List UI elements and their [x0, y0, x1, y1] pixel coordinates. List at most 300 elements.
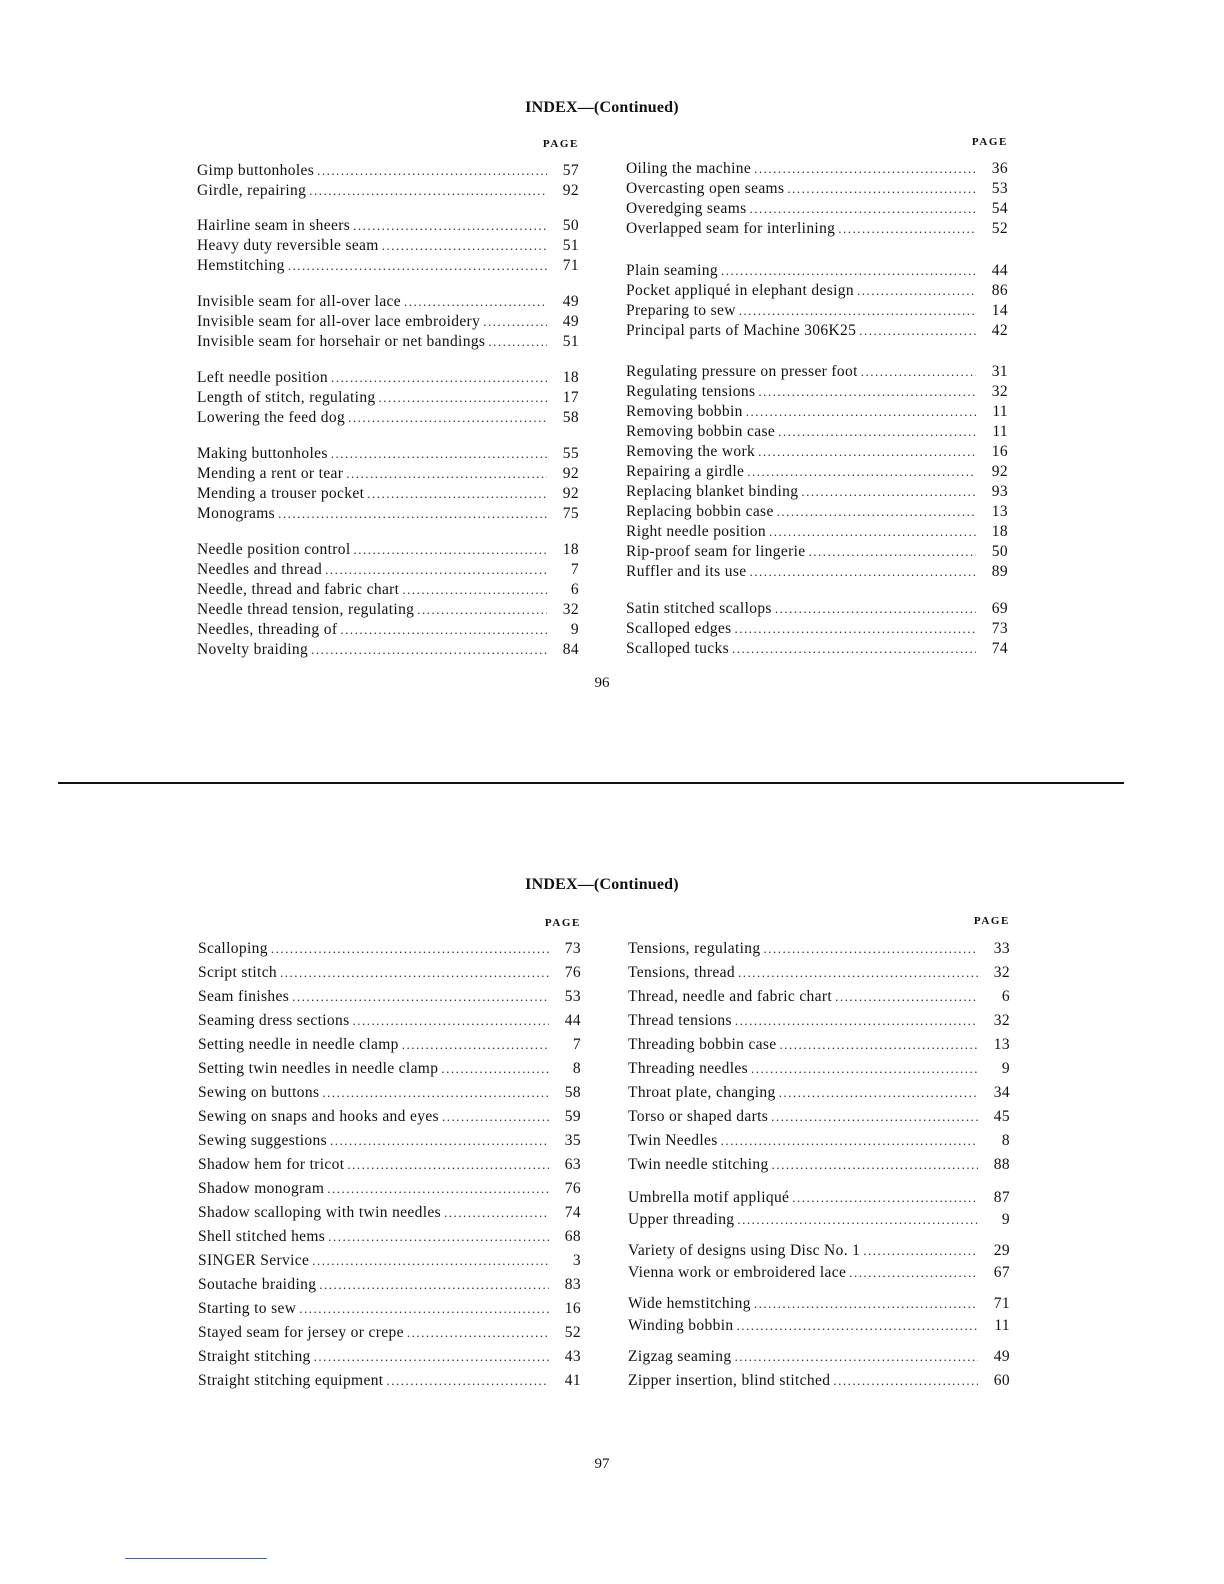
- index-entry: [626, 363, 1008, 384]
- dot-leader: [346, 466, 547, 482]
- index-entry-label: Ruffler and its use: [626, 563, 747, 580]
- index-entry-label: Straight stitching equipment: [198, 1372, 384, 1389]
- page-column-header: PAGE: [542, 138, 579, 150]
- index-entry-label: Scalloped edges: [626, 620, 732, 637]
- dot-leader: [746, 404, 976, 420]
- index-entry-label: Sewing on buttons: [198, 1084, 320, 1101]
- index-entry-page: 76: [564, 1180, 581, 1197]
- index-entry-label: Removing bobbin: [626, 403, 743, 420]
- index-entry: [197, 333, 579, 354]
- index-entry-page: 67: [993, 1264, 1010, 1281]
- dot-leader: [751, 1061, 978, 1077]
- index-entry: [198, 1252, 581, 1273]
- index-entry-page: 49: [562, 293, 579, 310]
- dot-leader: [801, 484, 976, 500]
- index-entry-page: 92: [562, 465, 579, 482]
- index-entry: [198, 1060, 581, 1081]
- index-entry-label: Stayed seam for jersey or crepe: [198, 1324, 404, 1341]
- dot-leader: [331, 370, 547, 386]
- index-entry-page: 83: [564, 1276, 581, 1293]
- dot-leader: [280, 965, 549, 981]
- index-entry-label: Shadow hem for tricot: [198, 1156, 345, 1173]
- dot-leader: [330, 1133, 549, 1149]
- index-entry-page: 73: [991, 620, 1008, 637]
- index-entry-label: Starting to sew: [198, 1300, 297, 1317]
- index-entry: [628, 940, 1010, 961]
- index-entry: [628, 1264, 1010, 1285]
- index-entry-page: 9: [1001, 1211, 1010, 1228]
- index-entry-page: 13: [991, 503, 1008, 520]
- dot-leader: [348, 410, 547, 426]
- index-entry-label: Replacing blanket binding: [626, 483, 799, 500]
- index-entry-label: Shadow monogram: [198, 1180, 325, 1197]
- dot-leader: [331, 446, 547, 462]
- index-entry: [628, 1060, 1010, 1081]
- index-entry: [628, 1036, 1010, 1057]
- index-entry-page: 11: [994, 1317, 1010, 1334]
- index-entry-label: Heavy duty reversible seam: [197, 237, 379, 254]
- index-entry: [626, 160, 1008, 181]
- index-entry-label: Twin Needles: [628, 1132, 718, 1149]
- index-entry-label: Hairline seam in sheers: [197, 217, 351, 234]
- index-entry-label: Principal parts of Machine 306K25: [626, 322, 857, 339]
- index-entry-label: Needle, thread and fabric chart: [197, 581, 400, 598]
- dot-leader: [292, 989, 549, 1005]
- index-entry: [626, 463, 1008, 484]
- index-entry-label: Replacing bobbin case: [626, 503, 774, 520]
- index-entry: [628, 1108, 1010, 1129]
- dot-leader: [352, 1013, 549, 1029]
- index-entry-page: 18: [562, 369, 579, 386]
- index-entry-page: 76: [564, 964, 581, 981]
- index-entry-page: 92: [562, 182, 579, 199]
- page-96-title: INDEX—(Continued): [525, 99, 679, 116]
- index-entry: [198, 1012, 581, 1033]
- index-entry: [198, 1108, 581, 1129]
- index-entry-label: Preparing to sew: [626, 302, 736, 319]
- dot-leader: [749, 564, 976, 580]
- dot-leader: [444, 1205, 549, 1221]
- index-entry-page: 7: [570, 561, 579, 578]
- index-entry: [197, 293, 579, 314]
- index-entry-label: Girdle, repairing: [197, 182, 307, 199]
- index-entry-label: Throat plate, changing: [628, 1084, 776, 1101]
- index-entry-page: 34: [993, 1084, 1010, 1101]
- index-entry-page: 32: [562, 601, 579, 618]
- index-entry: [197, 485, 579, 506]
- index-entry: [198, 1348, 581, 1369]
- dot-leader: [763, 941, 978, 957]
- dot-leader: [417, 602, 547, 618]
- index-entry: [198, 1084, 581, 1105]
- index-entry-page: 92: [562, 485, 579, 502]
- index-entry-page: 58: [562, 409, 579, 426]
- index-entry-label: Removing the work: [626, 443, 756, 460]
- dot-leader: [721, 1133, 978, 1149]
- index-entry-label: Overedging seams: [626, 200, 747, 217]
- index-entry-page: 6: [570, 581, 579, 598]
- index-entry-label: Needle position control: [197, 541, 351, 558]
- index-entry-label: Invisible seam for all-over lace: [197, 293, 402, 310]
- index-entry-label: Winding bobbin: [628, 1317, 734, 1334]
- dot-leader: [772, 1157, 978, 1173]
- index-entry: [626, 383, 1008, 404]
- index-entry-page: 93: [991, 483, 1008, 500]
- index-entry-label: Overlapped seam for interlining: [626, 220, 836, 237]
- index-entry: [626, 423, 1008, 444]
- dot-leader: [340, 622, 547, 638]
- dot-leader: [769, 524, 976, 540]
- index-entry-label: Setting needle in needle clamp: [198, 1036, 399, 1053]
- index-entry: [628, 1372, 1010, 1393]
- index-entry-label: Thread, needle and fabric chart: [628, 988, 833, 1005]
- index-entry-label: Seaming dress sections: [198, 1012, 350, 1029]
- index-entry-label: Removing bobbin case: [626, 423, 776, 440]
- index-entry-page: 84: [562, 641, 579, 658]
- page-column-header: PAGE: [971, 136, 1008, 148]
- index-entry-page: 63: [564, 1156, 581, 1173]
- dot-leader: [288, 258, 547, 274]
- dot-leader: [792, 1190, 978, 1206]
- page-97-number: 97: [594, 1456, 610, 1472]
- index-entry-label: Lowering the feed dog: [197, 409, 346, 426]
- index-entry-page: 18: [991, 523, 1008, 540]
- index-entry-page: 32: [993, 1012, 1010, 1029]
- index-entry-page: 49: [993, 1348, 1010, 1365]
- index-entry: [197, 641, 579, 662]
- index-entry-page: 32: [993, 964, 1010, 981]
- index-entry: [198, 1156, 581, 1177]
- index-entry-label: Overcasting open seams: [626, 180, 785, 197]
- index-entry-page: 51: [562, 237, 579, 254]
- dot-leader: [775, 601, 976, 617]
- index-entry-label: Script stitch: [198, 964, 278, 981]
- index-entry-label: Sewing on snaps and hooks and eyes: [198, 1108, 439, 1125]
- dot-leader: [325, 562, 547, 578]
- index-entry-page: 32: [991, 383, 1008, 400]
- index-entry: [197, 505, 579, 526]
- dot-leader: [833, 1373, 978, 1389]
- dot-leader: [322, 1085, 549, 1101]
- dot-leader: [382, 238, 547, 254]
- dot-leader: [778, 424, 976, 440]
- index-entry-page: 73: [564, 940, 581, 957]
- index-entry-page: 69: [991, 600, 1008, 617]
- index-entry-page: 9: [1001, 1060, 1010, 1077]
- index-entry-label: Umbrella motif appliqué: [628, 1189, 790, 1206]
- index-entry-page: 89: [991, 563, 1008, 580]
- index-entry: [628, 988, 1010, 1009]
- index-entry-label: Threading bobbin case: [628, 1036, 777, 1053]
- index-entry-label: Repairing a girdle: [626, 463, 745, 480]
- index-entry-label: Invisible seam for horsehair or net bandings: [197, 333, 486, 350]
- page-96-left-column: [197, 138, 579, 678]
- dot-leader: [771, 1109, 978, 1125]
- index-entry-page: 50: [562, 217, 579, 234]
- index-entry: [198, 1324, 581, 1345]
- index-entry-page: 16: [564, 1300, 581, 1317]
- index-entry-label: Seam finishes: [198, 988, 290, 1005]
- index-entry-page: 74: [991, 640, 1008, 657]
- dot-leader: [319, 1277, 549, 1293]
- index-entry-label: Shell stitched hems: [198, 1228, 326, 1245]
- index-entry-page: 68: [564, 1228, 581, 1245]
- index-entry: [626, 403, 1008, 424]
- dot-leader: [311, 642, 547, 658]
- index-entry: [626, 563, 1008, 584]
- dot-leader: [314, 1349, 549, 1365]
- index-entry: [198, 940, 581, 961]
- index-entry-label: Soutache braiding: [198, 1276, 317, 1293]
- dot-leader: [861, 364, 976, 380]
- index-entry: [626, 282, 1008, 303]
- index-entry-page: 43: [564, 1348, 581, 1365]
- dot-leader: [347, 1157, 549, 1173]
- page-97-left-column: [198, 917, 581, 1397]
- index-entry: [197, 217, 579, 238]
- dot-leader: [328, 1229, 549, 1245]
- index-entry-page: 71: [993, 1295, 1010, 1312]
- dot-leader: [808, 544, 976, 560]
- index-entry-label: Needles and thread: [197, 561, 323, 578]
- index-entry-page: 16: [991, 443, 1008, 460]
- dot-leader: [441, 1061, 549, 1077]
- index-entry: [197, 409, 579, 430]
- dot-leader: [758, 384, 976, 400]
- index-entry: [628, 1211, 1010, 1232]
- index-entry-page: 29: [993, 1242, 1010, 1259]
- index-entry-label: Scalloped tucks: [626, 640, 729, 657]
- dot-leader: [735, 1013, 978, 1029]
- index-entry-label: Mending a trouser pocket: [197, 485, 365, 502]
- index-entry-label: Torso or shaped darts: [628, 1108, 769, 1125]
- index-entry: [198, 1228, 581, 1249]
- index-entry: [626, 302, 1008, 323]
- dot-leader: [317, 163, 547, 179]
- index-entry-label: Variety of designs using Disc No. 1: [628, 1242, 861, 1259]
- index-entry: [198, 1180, 581, 1201]
- index-entry: [626, 200, 1008, 221]
- index-entry-label: Novelty braiding: [197, 641, 309, 658]
- index-entry: [197, 561, 579, 582]
- index-entry-label: Plain seaming: [626, 262, 718, 279]
- dot-leader: [442, 1109, 549, 1125]
- dot-leader: [838, 221, 976, 237]
- index-entry: [198, 988, 581, 1009]
- page-97-right-column: [628, 915, 1010, 1395]
- index-entry-page: 49: [562, 313, 579, 330]
- index-entry: [628, 1012, 1010, 1033]
- dot-leader: [278, 506, 547, 522]
- index-entry-page: 36: [991, 160, 1008, 177]
- index-entry: [628, 1156, 1010, 1177]
- dot-leader: [758, 444, 976, 460]
- index-entry: [198, 1204, 581, 1225]
- index-entry: [197, 601, 579, 622]
- index-entry-label: Twin needle stitching: [628, 1156, 769, 1173]
- index-entry: [628, 1189, 1010, 1210]
- index-entry: [198, 964, 581, 985]
- scan-mark-line: [125, 1558, 267, 1559]
- index-entry: [198, 1132, 581, 1153]
- index-entry-page: 9: [570, 621, 579, 638]
- index-entry-page: 3: [572, 1252, 581, 1269]
- index-entry-page: 17: [562, 389, 579, 406]
- index-entry-label: Making buttonholes: [197, 445, 328, 462]
- dot-leader: [402, 1037, 549, 1053]
- dot-leader: [737, 1212, 978, 1228]
- dot-leader: [354, 542, 547, 558]
- index-entry: [197, 621, 579, 642]
- dot-leader: [736, 1318, 978, 1334]
- index-entry-label: Shadow scalloping with twin needles: [198, 1204, 441, 1221]
- index-entry-label: Monograms: [197, 505, 276, 522]
- dot-leader: [747, 464, 976, 480]
- page-column-header: PAGE: [973, 915, 1010, 927]
- page-97-title: INDEX—(Continued): [525, 876, 679, 893]
- index-entry-label: Tensions, regulating: [628, 940, 761, 957]
- index-entry: [197, 465, 579, 486]
- index-entry-label: Straight stitching: [198, 1348, 311, 1365]
- index-entry-page: 50: [991, 543, 1008, 560]
- dot-leader: [857, 283, 976, 299]
- index-entry: [626, 262, 1008, 283]
- dot-leader: [299, 1301, 549, 1317]
- dot-leader: [271, 941, 549, 957]
- dot-leader: [379, 390, 547, 406]
- index-entry: [197, 182, 579, 203]
- index-entry-page: 75: [562, 505, 579, 522]
- index-entry: [626, 600, 1008, 621]
- index-entry-label: Pocket appliqué in elephant design: [626, 282, 854, 299]
- index-entry: [628, 1084, 1010, 1105]
- index-entry: [626, 180, 1008, 201]
- index-entry-page: 42: [991, 322, 1008, 339]
- index-entry: [197, 389, 579, 410]
- index-entry-page: 92: [991, 463, 1008, 480]
- index-entry-label: Vienna work or embroidered lace: [628, 1264, 847, 1281]
- dot-leader: [735, 621, 976, 637]
- dot-leader: [863, 1243, 978, 1259]
- dot-leader: [859, 323, 976, 339]
- index-entry-label: Rip-proof seam for lingerie: [626, 543, 806, 560]
- index-entry: [628, 964, 1010, 985]
- dot-leader: [777, 504, 976, 520]
- dot-leader: [483, 314, 547, 330]
- index-entry-page: 18: [562, 541, 579, 558]
- index-entry: [197, 445, 579, 466]
- dot-leader: [404, 294, 547, 310]
- dot-leader: [849, 1265, 978, 1281]
- dot-leader: [367, 486, 547, 502]
- index-entry-page: 7: [572, 1036, 581, 1053]
- dot-leader: [835, 989, 978, 1005]
- dot-leader: [353, 218, 547, 234]
- index-entry: [197, 541, 579, 562]
- index-entry-label: Oiling the machine: [626, 160, 752, 177]
- dot-leader: [312, 1253, 549, 1269]
- dot-leader: [780, 1037, 978, 1053]
- index-entry: [626, 220, 1008, 241]
- index-entry: [626, 523, 1008, 544]
- index-entry-page: 6: [1001, 988, 1010, 1005]
- dot-leader: [787, 181, 976, 197]
- index-entry-page: 33: [993, 940, 1010, 957]
- index-entry: [626, 322, 1008, 343]
- page-96-right-column: [626, 136, 1008, 676]
- index-entry-page: 52: [991, 220, 1008, 237]
- index-entry-label: Regulating tensions: [626, 383, 756, 400]
- index-entry-page: 8: [1001, 1132, 1010, 1149]
- index-entry-label: Hemstitching: [197, 257, 285, 274]
- index-entry-label: Left needle position: [197, 369, 328, 386]
- index-entry: [197, 257, 579, 278]
- dot-leader: [732, 641, 976, 657]
- index-entry-label: Scalloping: [198, 940, 268, 957]
- index-entry-page: 8: [572, 1060, 581, 1077]
- index-entry: [198, 1300, 581, 1321]
- index-entry-page: 14: [991, 302, 1008, 319]
- index-entry-label: Satin stitched scallops: [626, 600, 772, 617]
- index-entry-label: Zigzag seaming: [628, 1348, 732, 1365]
- index-entry-page: 51: [562, 333, 579, 350]
- index-entry-page: 54: [991, 200, 1008, 217]
- index-entry-page: 44: [564, 1012, 581, 1029]
- index-entry-label: Regulating pressure on presser foot: [626, 363, 858, 380]
- index-entry: [197, 162, 579, 183]
- index-entry-label: Setting twin needles in needle clamp: [198, 1060, 439, 1077]
- index-entry-label: Wide hemstitching: [628, 1295, 751, 1312]
- index-entry-page: 41: [564, 1372, 581, 1389]
- index-entry-page: 58: [564, 1084, 581, 1101]
- index-entry: [626, 640, 1008, 661]
- index-entry-label: Right needle position: [626, 523, 766, 540]
- page-96-number: 96: [594, 675, 610, 691]
- index-entry-page: 13: [993, 1036, 1010, 1053]
- dot-leader: [779, 1085, 978, 1101]
- index-entry-page: 60: [993, 1372, 1010, 1389]
- index-entry-page: 11: [992, 423, 1008, 440]
- index-entry-label: Length of stitch, regulating: [197, 389, 376, 406]
- index-entry-label: Zipper insertion, blind stitched: [628, 1372, 831, 1389]
- index-entry: [198, 1372, 581, 1393]
- index-entry-page: 86: [991, 282, 1008, 299]
- index-entry: [198, 1036, 581, 1057]
- index-entry-label: Invisible seam for all-over lace embroidery: [197, 313, 481, 330]
- index-entry-label: Tensions, thread: [628, 964, 735, 981]
- dot-leader: [738, 965, 978, 981]
- index-entry: [626, 543, 1008, 564]
- index-entry: [628, 1132, 1010, 1153]
- index-entry-page: 44: [991, 262, 1008, 279]
- dot-leader: [721, 263, 976, 279]
- index-entry: [628, 1242, 1010, 1263]
- index-entry-label: Sewing suggestions: [198, 1132, 328, 1149]
- index-entry: [626, 443, 1008, 464]
- index-entry-page: 57: [562, 162, 579, 179]
- page-column-header: PAGE: [544, 917, 581, 929]
- index-entry-page: 59: [564, 1108, 581, 1125]
- index-entry: [197, 237, 579, 258]
- index-entry-label: Thread tensions: [628, 1012, 732, 1029]
- dot-leader: [754, 161, 976, 177]
- dot-leader: [327, 1181, 549, 1197]
- index-entry-label: SINGER Service: [198, 1252, 310, 1269]
- dot-leader: [488, 334, 547, 350]
- index-entry-page: 31: [991, 363, 1008, 380]
- index-entry-label: Needles, threading of: [197, 621, 338, 638]
- index-entry-page: 55: [562, 445, 579, 462]
